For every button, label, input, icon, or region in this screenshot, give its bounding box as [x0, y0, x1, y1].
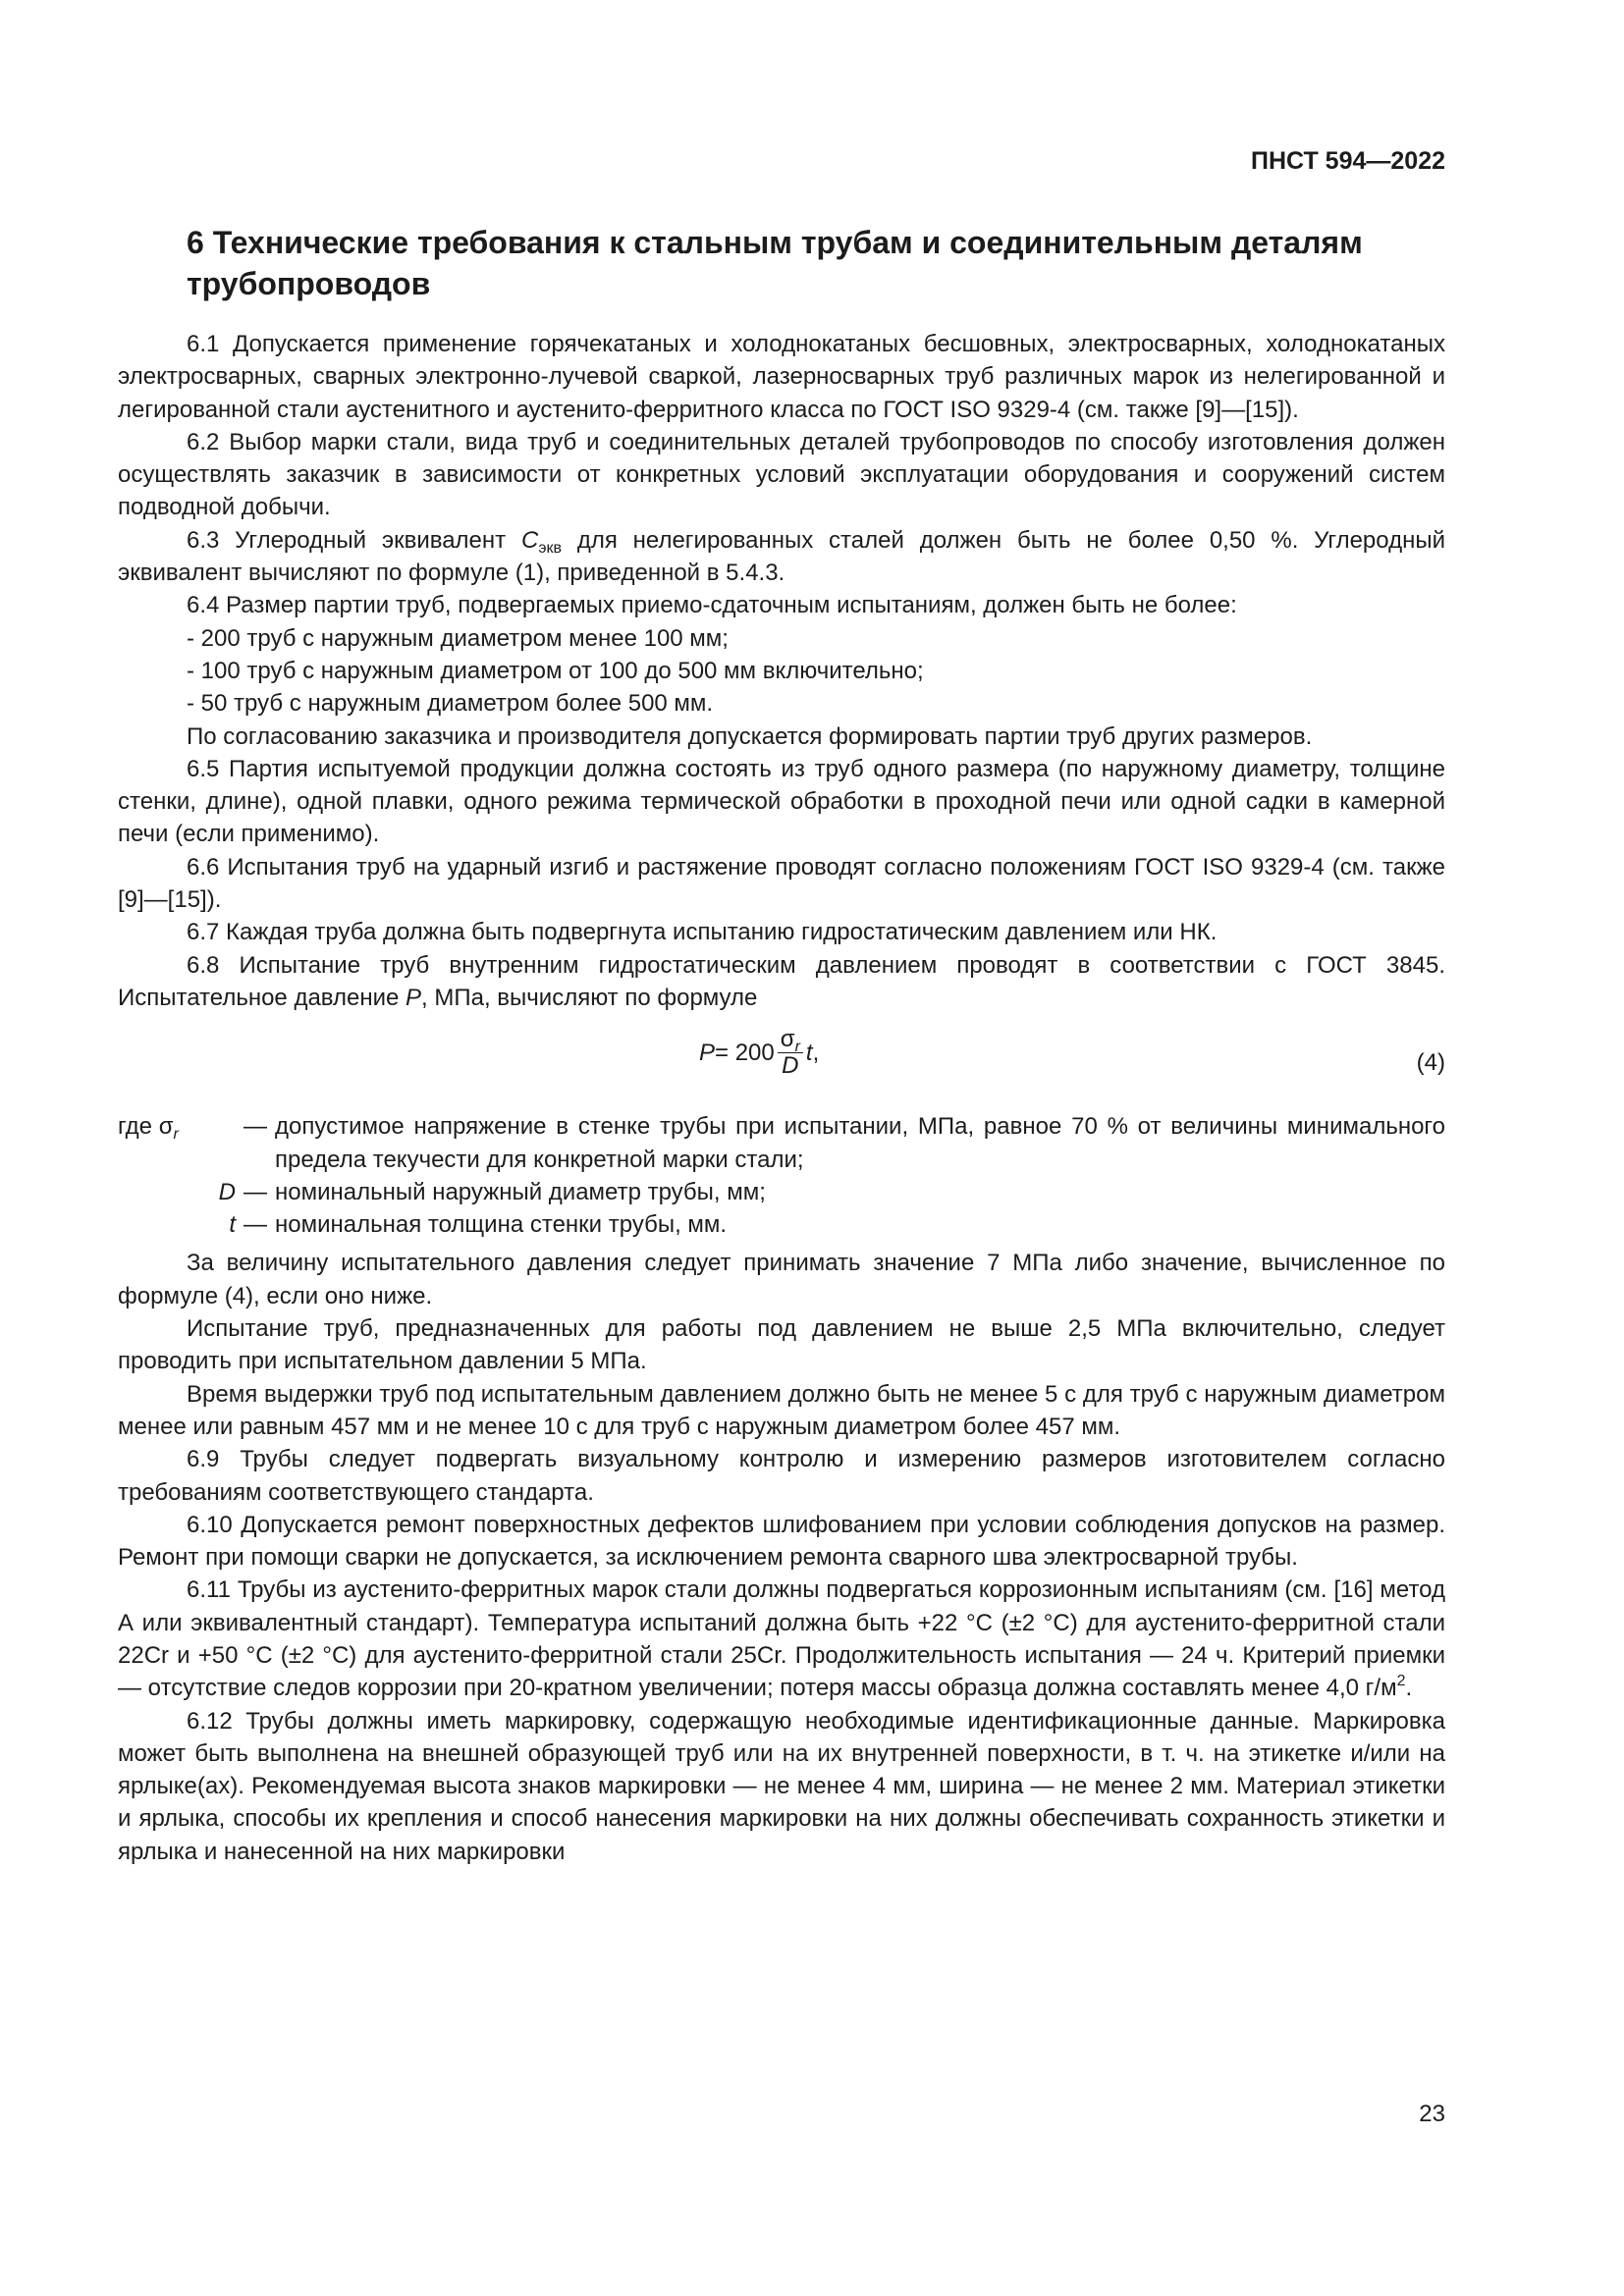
legend-symbol: t — [229, 1211, 236, 1239]
paragraph-6-12: 6.12 Трубы должны иметь маркировку, содержащую необходимые идентификационные данные. Маркировка может быть выполнена на внешней образующей труб или на их внутренней поверхности, в т. ч. на этикетке и/или на ярлыке(ах). Рекомендуемая высота знаков маркировки — не менее 4 мм, ширина — не менее 2 мм. Материал этикетки и ярлыка, способы их крепления и способ нанесения маркировки на них должны обеспечивать сохранность этикетки и ярлыка и нанесенной на них маркировки — [118, 1707, 1445, 1865]
paragraph-6-8-limit: За величину испытательного давления следует принимать значение 7 МПа либо значение, вычисленное по формуле (4), если оно ниже. — [118, 1250, 1445, 1309]
paragraph-6-8-text-b: , МПа, вычисляют по формуле — [421, 984, 758, 1011]
legend-item — [118, 1208, 1445, 1241]
formula-comma: , — [812, 1040, 820, 1067]
legend-symbol: σ — [158, 1113, 174, 1141]
paragraph-6-8-low-pressure: Испытание труб, предназначенных для работы под давлением не выше 2,5 МПа включительно, следует проводить при испытательном давлении 5 МПа. — [118, 1315, 1445, 1375]
paragraph-6-8-hold-time: Время выдержки труб под испытательным давлением должно быть не менее 5 с для труб с наружным диаметром менее или равным 457 мм и не менее 10 с для труб с наружным диаметром более 457 мм. — [118, 1380, 1445, 1440]
formula-sigma: σ — [780, 1026, 795, 1053]
formula-thickness: t — [805, 1040, 813, 1067]
carbon-equivalent-symbol: C — [520, 526, 539, 554]
page-number: 23 — [1419, 2101, 1445, 2127]
legend-term — [118, 1176, 236, 1208]
paragraph-6-3-text-a: 6.3 Углеродный эквивалент — [187, 526, 521, 554]
formula-numerator — [778, 1026, 803, 1056]
list-item: - 50 труб с наружным диаметром более 500 мм. — [187, 690, 714, 718]
legend-term — [118, 1110, 236, 1176]
paragraph-6-3 — [118, 524, 1445, 590]
formula-4 — [118, 1017, 1445, 1107]
paragraph-6-1: 6.1 Допускается применение горячекатаных и холоднокатаных бесшовных, электросварных, холоднокатаных электросварных, сварных электронно-лучевой сваркой, лазерносварных труб различных марок из нелегированной и легированной стали аустенитного и аустенито-ферритного класса по ГОСТ ISO 9329-4 (см. также [9]—[15]). — [118, 331, 1445, 423]
legend-term — [118, 1208, 236, 1241]
paragraph-6-11-text-b: . — [1405, 1675, 1413, 1702]
legend-symbol: D — [218, 1178, 236, 1205]
pressure-symbol: P — [406, 984, 422, 1011]
legend-item — [118, 1176, 1445, 1208]
section-title: 6 Технические требования к стальным трубам и соединительным деталям трубопроводов — [187, 225, 1363, 301]
legend-description: допустимое напряжение в стенке трубы при испытании, МПа, равное 70 % от величины минимального предела текучести для конкретной марки стали; — [275, 1113, 1445, 1173]
list-item: - 200 труб с наружным диаметром менее 100 мм; — [187, 624, 729, 652]
formula-sigma-subscript: r — [794, 1039, 800, 1056]
formula-lhs: P — [699, 1040, 716, 1067]
formula-expression — [699, 1027, 819, 1079]
legend-item — [118, 1110, 1445, 1176]
paragraph-6-7: 6.7 Каждая труба должна быть подвергнута испытанию гидростатическим давлением или НК. — [187, 919, 1218, 946]
paragraph-6-8 — [118, 949, 1445, 1015]
paragraph-6-6: 6.6 Испытания труб на ударный изгиб и растяжение проводят согласно положениям ГОСТ ISO 9329-4 (см. также [9]—[15]). — [118, 853, 1445, 914]
paragraph-6-8-text-a: 6.8 Испытание труб внутренним гидростатическим давлением проводят в соответствии с ГОСТ 3845. Испытательное давление — [118, 951, 1445, 1011]
list-item: - 100 труб с наружным диаметром от 100 до 500 мм включительно; — [187, 657, 924, 684]
paragraph-6-3-text-b: для нелегированных сталей должен быть не более 0,50 %. Углеродный эквивалент вычисляют по формуле (1), приведенной в 5.4.3. — [118, 526, 1446, 587]
legend-description: номинальная толщина стенки трубы, мм. — [275, 1211, 728, 1239]
legend-dash: — — [244, 1178, 267, 1205]
paragraph-6-4: 6.4 Размер партии труб, подвергаемых приемо-сдаточным испытаниям, должен быть не более: — [187, 592, 1237, 619]
legend-dash: — — [244, 1113, 267, 1141]
paragraph-6-4-note: По согласованию заказчика и производителя допускается формировать партии труб других размеров. — [187, 722, 1313, 750]
paragraph-6-5: 6.5 Партия испытуемой продукции должна состоять из труб одного размера (по наружному диаметру, толщине стенки, длине), одной плавки, одного режима термической обработки в проходной печи или одной садки в камерной печи (если применимо). — [118, 755, 1445, 848]
paragraph-6-11-superscript: 2 — [1396, 1673, 1406, 1690]
paragraph-6-10: 6.10 Допускается ремонт поверхностных дефектов шлифованием при условии соблюдения допусков на размер. Ремонт при помощи сварки не допускается, за исключением ремонта сварного шва электросварной трубы. — [118, 1511, 1445, 1572]
carbon-equivalent-subscript: экв — [538, 539, 562, 557]
document-body — [118, 328, 1445, 1868]
paragraph-6-2: 6.2 Выбор марки стали, вида труб и соединительных деталей трубопроводов по способу изготовления должен осуществлять заказчик в зависимости от конкретных условий эксплуатации оборудования и сооружений систем подводной добычи. — [118, 428, 1445, 521]
paragraph-6-9: 6.9 Трубы следует подвергать визуальному контролю и измерению размеров изготовителем согласно требованиям соответствующего стандарта. — [118, 1446, 1445, 1506]
formula-number: (4) — [1416, 1049, 1445, 1077]
paragraph-6-11-text-a: 6.11 Трубы из аустенито-ферритных марок стали должны подвергаться коррозионным испытаниям (см. [16] метод А или эквивалентный стандарт). Температура испытаний должна быть +22 °С (±2 °С) для аустенито-ферритной стали 22Cr и +50 °С (±2 °С) для аустенито-ферритной стали 25Cr. Продолжительность испытания — 24 ч. Критерий приемки — отсутствие следов коррозии при 20-кратном увеличении; потеря массы образца должна составлять менее 4,0 г/м — [118, 1576, 1445, 1702]
legend-description: номинальный наружный диаметр трубы, мм; — [275, 1178, 766, 1205]
document-code: ПНСТ 594—2022 — [1251, 147, 1445, 175]
legend-subscript: r — [173, 1126, 179, 1144]
formula-denominator: D — [782, 1052, 799, 1080]
paragraph-6-11 — [118, 1574, 1445, 1704]
legend-dash: — — [244, 1211, 267, 1239]
formula-equals: = 200 — [715, 1040, 775, 1067]
legend-intro: где — [118, 1113, 153, 1141]
formula-fraction — [778, 1027, 803, 1079]
formula-legend — [118, 1110, 1445, 1241]
